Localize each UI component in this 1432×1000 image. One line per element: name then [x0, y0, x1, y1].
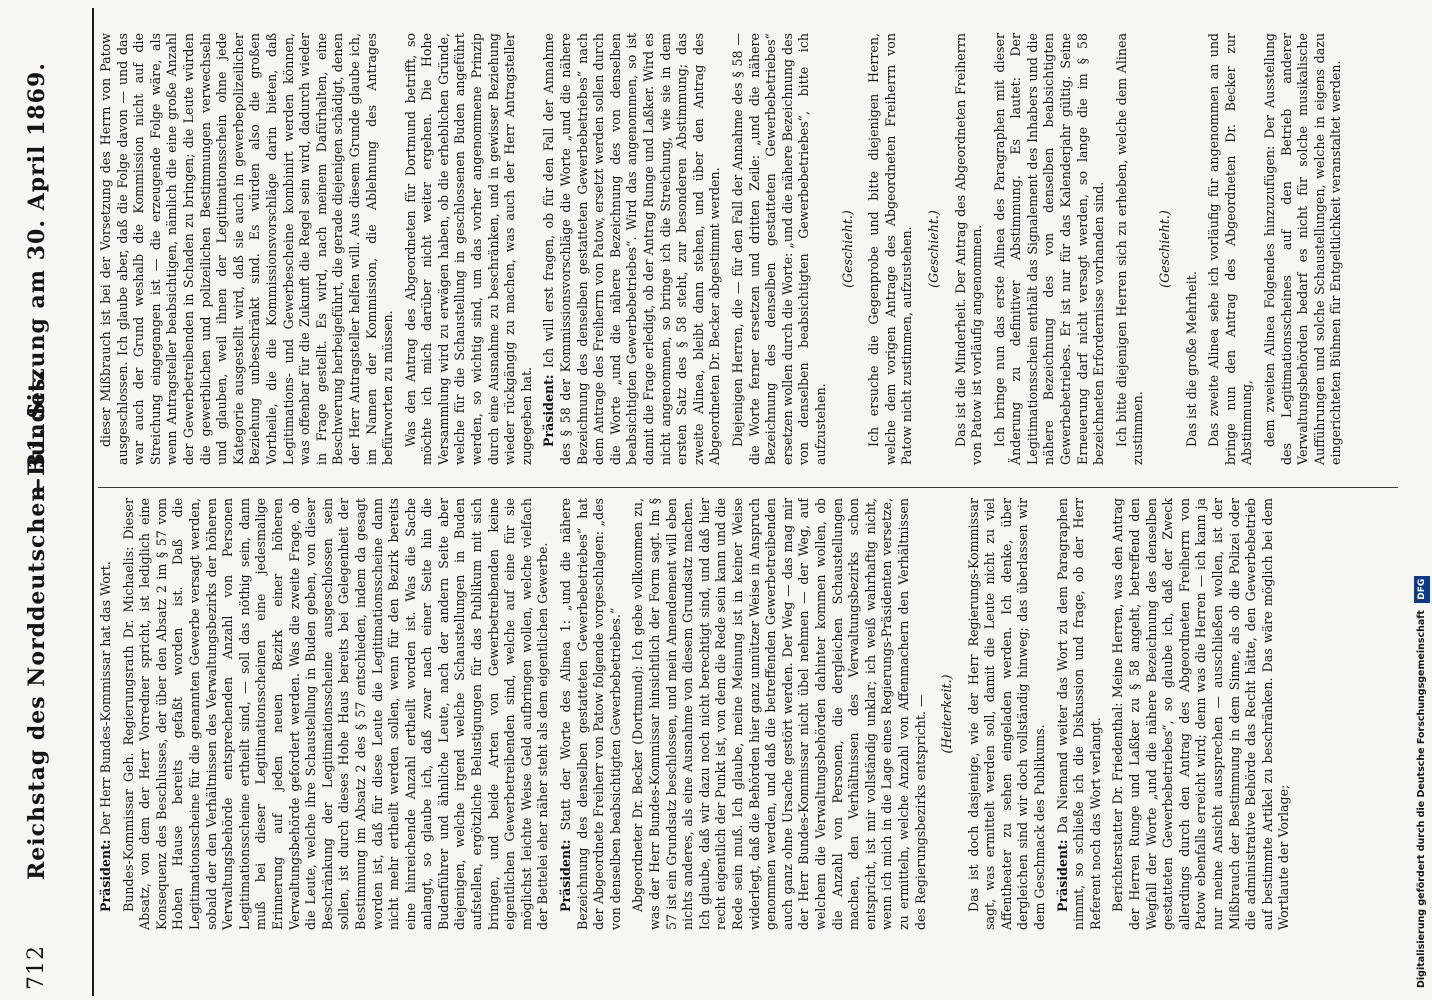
paragraph-text: Das ist doch dasjenige, wie der Herr Regierungs-Kommissar sagt, was ermittelt werden soll, damit die Leute nicht zu viel Affentheater zu sehen eingeladen werden. Ich denke, über dergleichen sind wir doch vollständig hinweg; das überlassen wir dem Geschmack des Publikums.: [965, 498, 1048, 930]
paragraph-text: Ich will erst fragen, ob für den Fall der Annahme des § 58 der Kommissionsvorschläge die Worte „und die nähere Bezeichnung des denselben gestatteten Gewerbebetriebes“ nach dem Antrage des Freiherrn von Patow, ersetzt werden sollen durch die Worte „und die nähere Bezeichnung des von denselben beabsichtigten Gewerbebetriebes“. Wird das angenommen, so ist damit die Frage erledigt, ob der Antrag Runge und Laßker. Wird es nicht angenommen, so bringe ich die Streichung, wie sie in dem ersten Satz des § 58 steht, zur besonderen Abstimmung; das zweite Alinea, bleibt dann stehen, und über den Antrag des Abgeordneten Dr. Becker abgestimmt werden.: [541, 33, 723, 465]
paragraph: [98, 498, 115, 930]
header-right-title: — 31. Sitzung am 30. April 1869.: [24, 62, 50, 500]
column-divider: [98, 487, 1398, 488]
paragraph-text: Der Herr Bundes-Kommissar hat das Wort.: [98, 561, 113, 836]
page-number: 712: [24, 945, 49, 990]
paragraph-text: dem zweiten Alinea Folgendes hinzuzufügen: Der Ausstellung des Legitimationsscheines auf den Betrieb anderer Verwaltungsbehörden bedarf es nicht für solche musikalische Aufführungen und solche Schaustellungen, welche in eigens dazu eingerichteten Bühnen für Entgeltlichkeit veranstaltet werden.: [1262, 33, 1344, 465]
paragraph-text: Statt der Worte des Alinea 1: „und die nähere Bezeichnung des denselben gestatteten Gewerbebetriebes“ hat der Abgeordnete Freiherr von Patow folgende vorgeschlagen: „des von denselben beabsichtigten Gewerbebetriebes.“: [558, 498, 623, 930]
paragraph-text: Abgeordneter Dr. Becker (Dortmund): Ich gebe vollkommen zu, was der Herr Bundes-Kommissar hinsichtlich der Form sagt. Im § 57 ist ein Grundsatz beschlossen, und mein Amendement will eben nichts anderes, als eine Ausnahme von diesem Grundsatz machen. Ich glaube, daß wir dazu noch nicht berechtigt sind, und daß hier recht eigentlich der Punkt ist, von dem die Rede sein kann und die Rede sein muß. Ich glaube, meine Meinung ist in keiner Weise widerlegt, daß die Behörden hier ganz unnützer Weise in Anspruch genommen werden, und daß die betreffenden Gewerbetreibenden auch ganz ohne Ursache gestört werden. Der Weg — das mag mir der Herr Bundes-Kommissar nicht übel nehmen — der Weg, auf welchem die Verwaltungsbehörden dahinter kommen wollen, ob die Anzahl von Personen, die dergleichen Schaustellungen machen, den Verhältnissen des Verwaltungsbezirks schon entspricht, ist mir vollständig unklar; ich weiß wahrhaftig nicht, wenn ich mich in die Lage eines Regierungs-Präsidenten versetze, zu ermitteln, welche Anzahl von Affenmachern den Verhältnissen des Regierungsbezirks entspricht. —: [630, 498, 928, 930]
page-header: [6, 0, 86, 1000]
speaker-label: Präsident:: [1054, 839, 1070, 912]
paragraph-text: Was den Antrag des Abgeordneten für Dortmund betrifft, so möchte ich mich darüber nicht weiter ergehen. Die Hohe Versammlung wird zu erwägen haben, ob die erheblichen Gründe, welche für die Schaustellung in geschlossenen Buden angeführt werden, so wichtig sind, um das vorher angenommene Prinzip durch eine Ausnahme zu beschränken, und in gewisser Beziehung wieder rückgängig zu machen, was auch der Herr Antragsteller zugegeben hat.: [402, 33, 534, 465]
stage-direction: (Geschieht.): [925, 210, 941, 288]
paragraph: [1055, 498, 1105, 930]
stage-direction: (Geschieht.): [839, 210, 855, 288]
paragraph: [1262, 33, 1345, 465]
paragraph-text: Das ist die Minderheit. Der Antrag des Abgeordneten Freiherrn von Patow ist vorläufig angenommen.: [952, 33, 985, 465]
right-column: [98, 33, 1398, 465]
paragraph: [966, 498, 1049, 930]
header-left-title: Reichstag des Norddeutschen Bundes.: [24, 368, 50, 880]
paragraph: [1114, 33, 1147, 465]
paragraph: [1184, 33, 1201, 465]
speaker-label: Präsident:: [541, 374, 557, 447]
credit-text: Digitalisierung gefördert durch die Deutsche Forschungsgemeinschaft: [1416, 610, 1427, 988]
paragraph: [630, 498, 929, 930]
speaker-label: Präsident:: [558, 839, 574, 912]
digitization-credit: [1414, 8, 1430, 988]
paragraph: [992, 33, 1108, 465]
paragraph: [403, 33, 536, 465]
paragraph-text: Da Niemand weiter das Wort zu dem Paragraphen nimmt, so schließe ich die Diskussion und frage, ob der Herr Referent noch das Wort verlangt.: [1054, 498, 1103, 930]
paragraph: [1206, 33, 1256, 465]
paragraph-text: Ich bringe nun das erste Alinea des Paragraphen mit dieser Änderung zu definitiver Abstimmung. Es lautet: Der Legitimationsschein enthält das Signalement des Inhabers und die nähere Bezeichnung des von denselben beabsichtigten Gewerbebetriebes. Er ist nur für das Kalenderjahr gültig. Seine Erneuerung darf nicht versagt werden, so lange die im § 58 bezeichneten Erfordernisse vorhanden sind.: [991, 33, 1107, 465]
stage-direction: (Geschieht.): [1157, 210, 1173, 288]
paragraph-text: dieser Mißbrauch ist bei der Vorsetzung des Herrn von Patow ausgeschlossen. Ich glaube aber, daß die Folge davon — und das war auch der Grund weshalb die Kommission nicht auf die Streichung eingegangen ist — die erzeugende Folge wäre, als wenn Antragsteller beabsichtigen, nämlich die eine große Anzahl der Gewerbetreibenden in Schaden zu bringen; die Leute würden die gewerblichen und polizeilichen Bestimmungen verwechseln und glauben, weil ihnen der Legitimationsschein ohne jede Kategorie ausgestellt wird, daß sie auch in gewerbepolizeilicher Beziehung unbeschränkt sind. Es würden also die großen Vortheile, die die Kommissionsvorschläge darin bieten, daß Legitimations- und Gewerbescheine kombinirt werden können, was offenbar für die Zukunft die Regel sein wird, dadurch wieder in Frage gestellt. Es wird, nach meinem Dafürhalten, eine Beschwerung herbeigeführt, die gerade diejenigen schädigt, denen der Herr Antragsteller helfen will. Aus diesem Grunde glaube ich, im Namen der Kommission, die Ablehnung des Antrages befürworten zu müssen.: [98, 33, 396, 465]
paragraph: [866, 33, 916, 465]
paragraph-text: Ich bitte diejenigen Herren sich zu erheben, welche dem Alinea zustimmen.: [1113, 33, 1146, 465]
paragraph-text: Das zweite Alinea sehe ich vorläufig für angenommen an und bringe nun den Antrag des Abgeordneten Dr. Becker zur Abstimmung,: [1206, 33, 1255, 465]
paragraph: [541, 33, 724, 465]
paragraph: [1110, 498, 1293, 930]
paragraph-text: Bundes-Kommissar Geh. Regierungsrath Dr. Michaelis: Dieser Absatz, von dem der Herr Vorredner spricht, ist lediglich eine Konsequenz des Beschlusses, der über den Absatz 2 im § 57 vom Hohen Hause bereits gefaßt worden ist. Daß die Legitimationsscheine für die genannten Gewerbe versagt werden, sobald der den Verhältnissen des Verwaltungsbezirks der höheren Verwaltungsbehörde entsprechenden Anzahl von Personen Legitimationsscheine ertheilt sind, — soll das nöthig sein, dann muß bei dieser Legitimationsscheinen eine jedesmalige Erinnerung auf jeden neuen Bezirk einer höheren Verwaltungsbehörde gefordert werden. Was die zweite Frage, ob die Leute, welche ihre Schaustellung in Buden geben, von dieser Beschränkung der Legitimationsscheine ausgeschlossen sein sollen, ist durch dieses Hohe Haus bereits bei Gelegenheit der Bestimmung im Absatz 2 des § 57 entschieden, indem da gesagt worden ist, daß für diese Leute die Legitimationsscheine dann nicht mehr ertheilt werden sollen, wenn für den Bezirk bereits eine hinreichende Anzahl ertheilt worden ist. Was die Sache anlangt, so glaube ich, daß zwar nach einer Seite hin die Budenführer und ähnliche Leute, nach der andern Seite aber diejenigen, welche irgend welche Schaustellungen in Buden aufstellen, ergötzliche Belustigungen für das Publikum mit sich bringen, und beide Arten von Gewerbetreibenden keine eigentlichen Gewerbetreibenden sind, welche auf eine für sie möglichst leichte Weise Geld aufbringen wollen, welche vielfach der Bettelei eher näher steht als dem eigentlichen Gewerbe.: [120, 498, 551, 930]
paragraph: [953, 33, 986, 465]
left-column: [98, 498, 1398, 930]
paragraph: [98, 33, 397, 465]
dfg-logo: DFG: [1414, 576, 1430, 603]
stage-direction: (Heiterkeit.): [939, 674, 955, 754]
paragraph-text: Das ist die große Mehrheit.: [1183, 271, 1199, 447]
paragraph: [121, 498, 552, 930]
speaker-label: Präsident:: [98, 839, 113, 912]
paragraph-text: Berichterstatter Dr. Friedenthal: Meine Herren, was den Antrag der Herren Runge und Laßker zu § 58 angeht, betreffend den Wegfall der Worte „und die nähere Bezeichnung des denselben gestatteten Gewerbebetriebes“, so glaube ich, daß der Zweck allerdings durch den Antrag des Abgeordneten Freiherrn von Patow ebenfalls erreicht wird; denn was die Herren — ich kann ja nur meine Ansicht aussprechen — ausschließen wollen, ist der Mißbrauch der Bestimmung in dem Sinne, als ob die Polizei oder die administrative Behörde das Recht hätte, den Gewerbebetrieb auf bestimmte Artikel zu beschränken. Das wäre möglich bei dem Wortlaute der Vorlage;: [1110, 498, 1292, 930]
paragraph-text: Diejenigen Herren, die — für den Fall der Annahme des § 58 — die Worte ferner ersetzen und dritten Zeile: „und die nähere Bezeichnung des denselben gestatteten Gewerbebetriebes“ ersetzen wollen durch die Worte: „und die nähere Bezeichnung des von denselben beabsichtigten Gewerbebetriebes“, bitte ich aufzustehen.: [729, 33, 828, 465]
paragraph: [730, 33, 830, 465]
paragraph: [558, 498, 624, 930]
paragraph-text: Ich ersuche die Gegenprobe und bitte diejenigen Herren, welche dem vorigen Antrage des Abgeordneten Freiherrn von Patow nicht zustimmen, aufzustehen.: [866, 33, 915, 465]
